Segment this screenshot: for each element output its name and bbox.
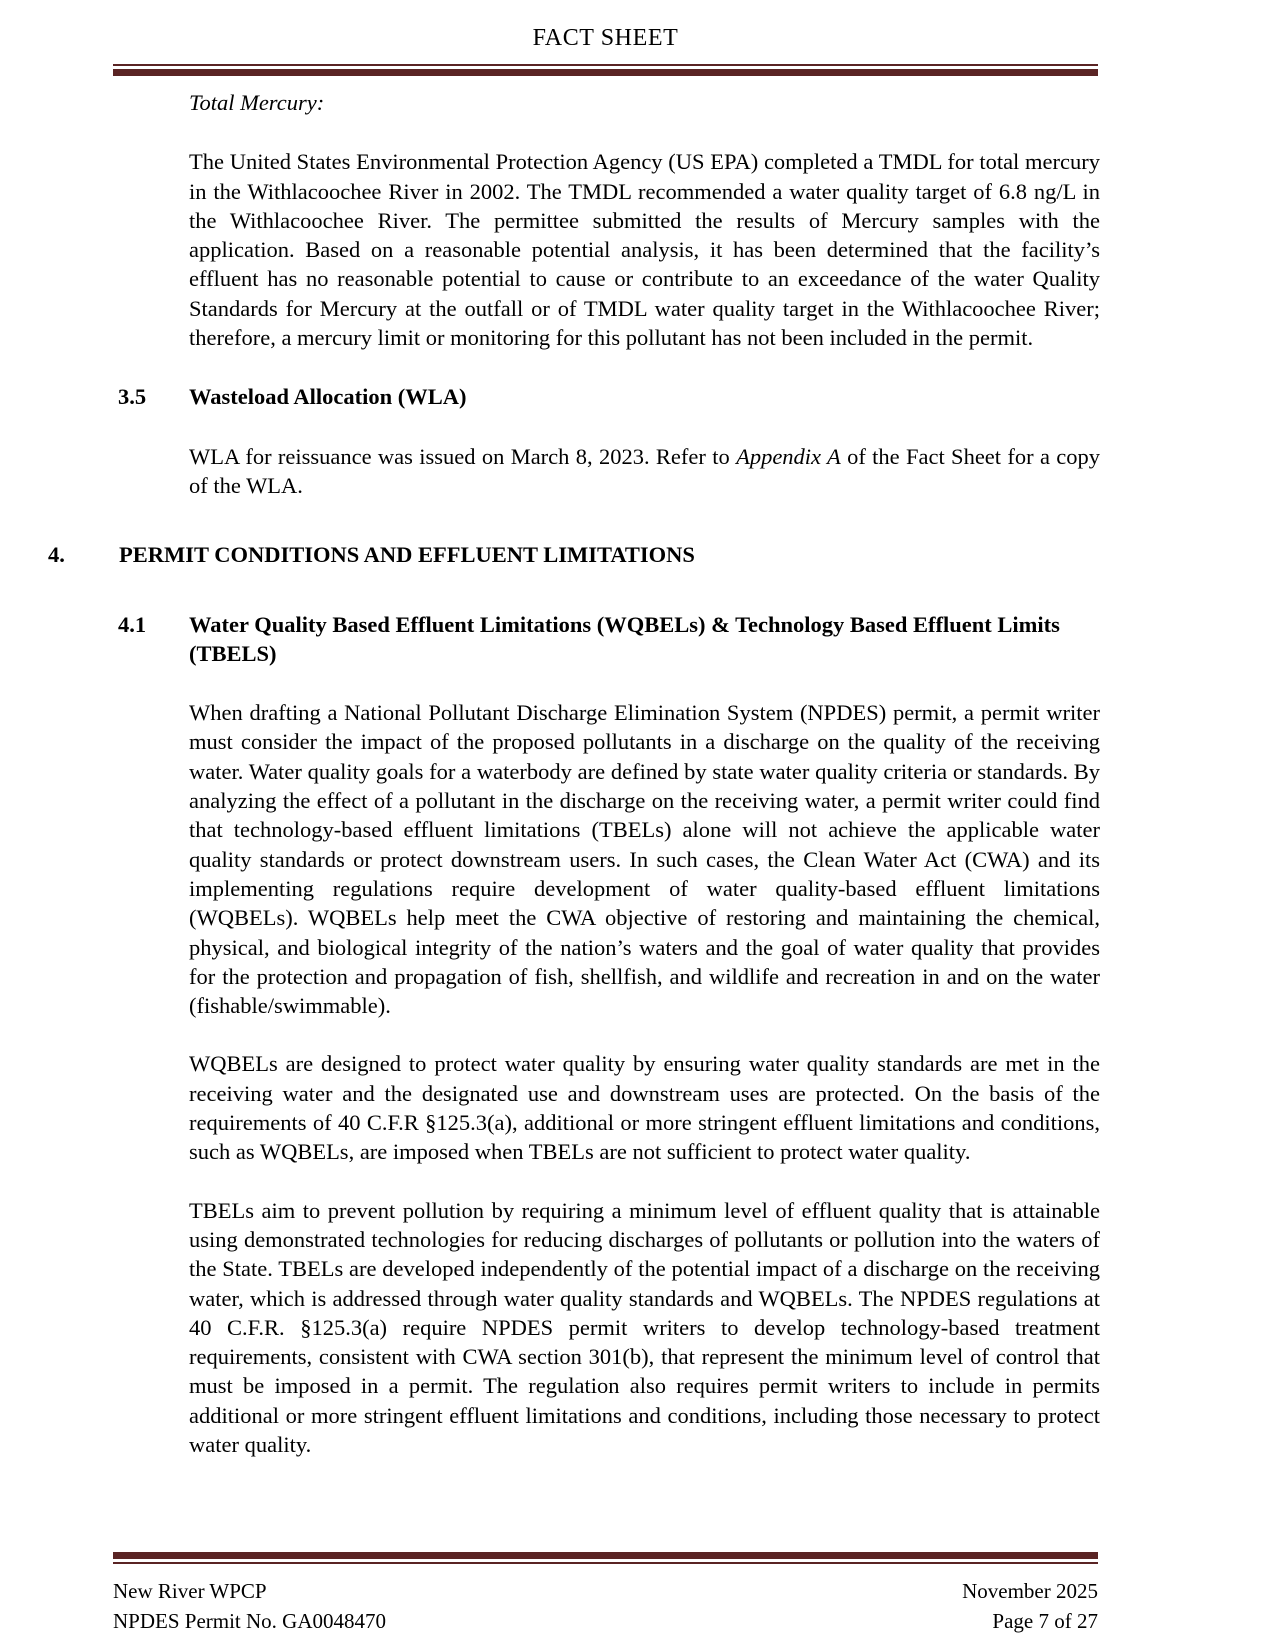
section-4-1-number: 4.1 — [118, 611, 147, 637]
section-4-1-title: Water Quality Based Effluent Limitations (WQBELs) & Technology Based Effluent Limits (TBELS) — [189, 611, 1060, 666]
wqbel-paragraph-2: WQBELs are designed to protect water quality by ensuring water quality standards are met in the receiving water and the designated use and downstream uses are protected. On the basis of the requirements of 40 C.F.R §125.3(a), additional or more stringent effluent limitations and conditions, such as WQBELs, are imposed when TBELs are not sufficient to protect water quality. — [189, 1051, 1100, 1165]
page-header — [113, 24, 1098, 76]
footer-divider — [113, 1552, 1098, 1564]
header-rule-thick — [113, 69, 1098, 76]
appendix-a-reference: Appendix A — [736, 443, 841, 469]
footer-rule-thick — [113, 1552, 1098, 1559]
section-4-number: 4. — [48, 542, 65, 568]
mercury-paragraph: The United States Environmental Protection Agency (US EPA) completed a TMDL for total mercury in the Withlacoochee River in 2002. The TMDL recommended a water quality target of 6.8 ng/L in the Withlacoochee River. The permittee submitted the results of Mercury samples with the application. Based on a reasonable potential analysis, it has been determined that the facility’s effluent has no reasonable potential to cause or contribute to an exceedance of the water Quality Standards for Mercury at the outfall or of TMDL water quality target in the Withlacoochee River; therefore, a mercury limit or monitoring for this pollutant has not been included in the permit. — [189, 149, 1100, 351]
spacer — [48, 668, 1113, 698]
footer-content — [113, 1576, 1098, 1636]
heading-section-3-5 — [48, 382, 1113, 411]
footer-rule-thin — [113, 1562, 1098, 1564]
spacer — [48, 500, 1113, 540]
heading-section-4 — [48, 540, 1113, 569]
spacer — [48, 1020, 1113, 1049]
tbel-paragraph-3: TBELs aim to prevent pollution by requiring a minimum level of effluent quality that is attainable using demonstrated technologies for reducing discharges of pollutants or pollution into the waters of the State. TBELs are developed independently of the potential impact of a discharge on the receiving water, which is addressed through water quality standards and WQBELs. The NPDES regulations at 40 C.F.R. §125.3(a) require NPDES permit writers to develop technology-based treatment requirements, consistent with CWA section 301(b), that represent the minimum level of control that must be imposed in a permit. The regulation also requires permit writers to include in permits additional or more stringent effluent limitations and conditions, including those necessary to protect water quality. — [189, 1197, 1100, 1457]
wla-text-part2: of the Fact Sheet for a copy of the WLA. — [189, 443, 1101, 498]
spacer — [48, 117, 1113, 147]
header-divider — [113, 64, 1098, 76]
footer-page-number: Page 7 of 27 — [992, 1609, 1098, 1633]
spacer — [48, 412, 1113, 442]
spacer — [48, 352, 1113, 382]
section-3-5-title: Wasteload Allocation (WLA) — [189, 384, 467, 410]
footer-date: November 2025 — [962, 1579, 1098, 1603]
spacer — [48, 570, 1113, 610]
footer-line-1 — [113, 1576, 1098, 1606]
wla-paragraph — [189, 442, 1100, 501]
spacer — [48, 1167, 1113, 1196]
section-4-title: PERMIT CONDITIONS AND EFFLUENT LIMITATIONS — [119, 542, 695, 568]
heading-section-4-1 — [48, 610, 1113, 669]
section-3-5-number: 3.5 — [118, 384, 147, 410]
wla-text-part1: WLA for reissuance was issued on March 8, 2023. Refer to — [189, 443, 737, 469]
footer-line-2 — [113, 1606, 1098, 1636]
total-mercury-label: Total Mercury: — [189, 90, 325, 115]
footer-facility-name: New River WPCP — [113, 1579, 267, 1603]
document-body — [48, 88, 1113, 1459]
header-title: FACT SHEET — [532, 25, 679, 51]
footer-permit-number: NPDES Permit No. GA0048470 — [113, 1609, 387, 1633]
wqbel-paragraph-1: When drafting a National Pollutant Discharge Elimination System (NPDES) permit, a permit writer must consider the impact of the proposed pollutants in a discharge on the quality of the receiving water. Water quality goals for a waterbody are defined by state water quality criteria or standards. By analyzing the effect of a pollutant in the discharge on the receiving water, a permit writer could find that technology-based effluent limitations (TBELs) alone will not achieve the applicable water quality standards or protect downstream users. In such cases, the Clean Water Act (CWA) and its implementing regulations require development of water quality-based effluent limitations (WQBELs). WQBELs help meet the CWA objective of restoring and maintaining the chemical, physical, and biological integrity of the nation’s waters and the goal of water quality that provides for the protection and propagation of fish, shellfish, and wildlife and recreation in and on the water (fishable/swimmable). — [189, 700, 1100, 1019]
page-footer — [113, 1552, 1098, 1636]
